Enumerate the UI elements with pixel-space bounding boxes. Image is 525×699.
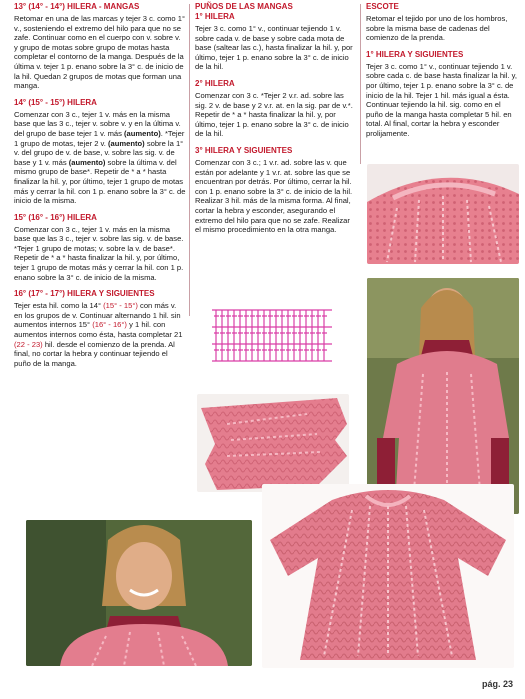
column-divider xyxy=(360,4,361,164)
sleeve-detail-photo xyxy=(197,394,349,492)
stitch-diagram xyxy=(212,306,332,370)
section-text: Retomar el tejido por uno de los hombros, sobre la misma base de cadenas del comienzo de la prenda. xyxy=(366,14,508,43)
page-number: pág. 23 xyxy=(481,679,513,689)
neckline-detail-photo xyxy=(367,164,519,264)
column-right xyxy=(366,2,518,139)
column-middle xyxy=(195,2,355,235)
garment-flatlay-photo xyxy=(262,484,514,668)
section-text: Comenzar con 3 c.; 1 v.r. ad. sobre las v. que están por adelante y 1 v.r. at. sobre las que se encuentran por detrás. Por último, cerrar la hil. con 1 p. enano sobre la 3° c. de inicio de la hil. Realizar 3 hil. más de la misma forma. Al final, cortar la hebra y esconder, asegurando el extremo del hilo para que no se zafe. Realizar el mismo procedimiento en la otra manga. xyxy=(195,157,353,235)
section-title: 1° HILERA Y SIGUIENTES xyxy=(366,49,464,59)
column-left xyxy=(14,2,186,368)
section-title: 2° HILERA xyxy=(195,78,235,88)
section-subtitle: 1° HILERA xyxy=(195,12,235,21)
model-photo-left xyxy=(26,520,252,666)
section-title: 16° (17° - 17°) HILERA Y SIGUIENTES xyxy=(14,289,155,299)
column-divider xyxy=(189,4,190,316)
section-text: Tejer 3 c. como 1° v., continuar tejiendo 1 v. sobre cada v. de base y sobre cada mota de base (saltear las c.), hasta finalizar la hil. y, por último, tejer 1 p. enano sobre la 3° c. de inicio de la hil. xyxy=(195,24,353,72)
section-title: 15° (16° - 16°) HILERA xyxy=(14,212,97,222)
model-photo-right xyxy=(367,278,519,514)
section-text: Tejer 3 c. como 1° v., continuar tejiendo 1 v. sobre cada c. de base hasta finalizar la hil. y, por último, tejer 1 p. enano sobre la 3° c. de inicio de la hil. Tejer 1 hil. más igual a ésta. Continuar tejiendo la hil. sig. como en el puño de la manga hasta completar 5 hil. en total. Al final, cortar la hebra y esconder prolijamente. xyxy=(366,61,517,138)
section-title: 13° (14° - 14°) HILERA - MANGAS xyxy=(14,2,140,11)
section-text: Comenzar con 3 c., tejer 1 v. más en la misma base que las 3 c., tejer v. sobre las sig. v. de base. *Tejer 1 grupo de motas; v. sobre la v. de base*. Repetir de * a * hasta finalizar la hil. y, por último, tejer 1 grupo de motas más y cerrar la hil. con 1 p. enano sobre la 3° c. de inicio de la misma. xyxy=(14,224,184,282)
section-title: 14° (15° - 15°) HILERA xyxy=(14,97,97,107)
section-title: PUÑOS DE LAS MANGAS xyxy=(195,2,293,11)
section-text: Comenzar con 3 c. *Tejer 2 v.r. ad. sobre las sig. 2 v. de base y 2 v.r. at. en la sig. par de v.*. Repetir de * a * hasta finalizar la hil. y, por último, tejer 1 p. enano sobre la 3° c. de inicio de la hil. xyxy=(195,90,353,139)
section-text: Tejer esta hil. como la 14° (15° - 15°) con más v. en los grupos de v. Continuar alternando 1 hil. sin aumentos internos 15° (16° - 16°) y 1 hil. con aumentos internos como ésta, hasta completar 21 (22 - 23) hil. desde el comienzo de la prenda. Al final, no cortar la hebra y continuar tejiendo el puño de la manga. xyxy=(14,301,183,368)
section-title: ESCOTE xyxy=(366,2,399,11)
section-text: Comenzar con 3 c., tejer 1 v. más en la misma base que las 3 c., tejer v. sobre v. y en la última v. del grupo de base tejer 1 v. más (aumento). *Tejer 1 grupo de motas, tejer 2 v. (aumento) sobre la 1° v. del grupo de v. de base, v. sobre las sig. v. de base y 1 v. más (aumento) sobre la última v. del mismo grupo de base*. Repetir de * a * hasta finalizar la hil. y, por último, tejer 1 grupo de motas más y cerrar la hil. con 1 p. enano sobre la 3° c. de inicio de la misma. xyxy=(14,109,186,206)
section-text: Retomar en una de las marcas y tejer 3 c. como 1° v., sosteniendo el extremo del hilo para que no se zafe. Continuar como en el cuerpo con v. sobre v. y grupo de motas sobre grupo de motas hasta completar el contorno de la manga. Después de la última v. tejer 1 p. enano sobre la 3° c. de inicio de la hil. Quedan 2 grupos de motas que forman una manga. xyxy=(14,14,186,91)
section-title: 3° HILERA Y SIGUIENTES xyxy=(195,145,293,155)
